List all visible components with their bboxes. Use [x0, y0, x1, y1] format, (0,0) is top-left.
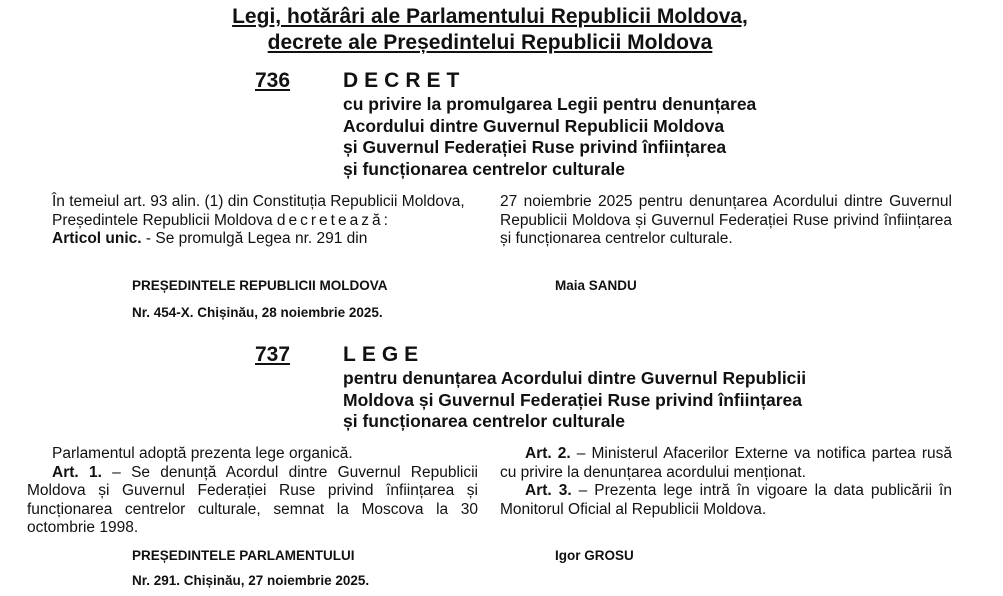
decree-article-label: Articol unic.	[52, 230, 142, 247]
decree-preamble: În temeiul art. 93 alin. (1) din Constituția Republicii Moldova,	[52, 193, 465, 210]
decree-subject-line: și Guvernul Federației Ruse privind înființarea	[343, 137, 727, 157]
section-title-line-2: decrete ale Președintelui Republicii Moldova	[267, 31, 713, 54]
law-article-3	[500, 482, 952, 519]
law-article-2-label: Art. 2.	[525, 445, 571, 462]
law-article-3-label: Art. 3.	[525, 482, 572, 499]
law-signature-role: PREȘEDINTELE PARLAMENTULUI	[132, 548, 355, 563]
law-subject-line: și funcționarea centrelor culturale	[343, 411, 626, 431]
decree-subject	[343, 94, 943, 180]
law-subject-line: pentru denunțarea Acordului dintre Guvernul Republicii	[343, 368, 807, 388]
decree-signature-role: PREȘEDINTELE REPUBLICII MOLDOVA	[132, 278, 388, 293]
law-right-column	[500, 445, 952, 519]
law-preamble: Parlamentul adoptă prezenta lege organică.	[52, 445, 353, 462]
decree-decretes-suffix: :	[383, 211, 388, 229]
law-article-1	[27, 464, 478, 538]
decree-article	[27, 230, 478, 249]
law-left-column	[27, 445, 478, 538]
decree-right-column	[500, 193, 952, 249]
law-article-2-text: – Ministerul Afacerilor Externe va notifica partea rusă cu privire la denunțarea acordului menționat.	[500, 445, 952, 481]
decree-article-text: - Se promulgă Legea nr. 291 din	[141, 230, 368, 247]
law-reference: Nr. 291. Chișinău, 27 noiembrie 2025.	[132, 573, 370, 588]
law-signature-name: Igor GROSU	[555, 548, 634, 563]
law-number: 737	[255, 343, 291, 366]
decree-subject-line: cu privire la promulgarea Legii pentru denunțarea	[343, 94, 757, 114]
section-title-line-1: Legi, hotărâri ale Parlamentului Republicii Moldova,	[232, 5, 748, 28]
decree-article-continued: 27 noiembrie 2025 pentru denunțarea Acordului dintre Guvernul Republicii Moldova și Guvernul Federației Ruse privind înființarea și funcționarea centrelor culturale.	[500, 193, 952, 247]
decree-subject-line: Acordului dintre Guvernul Republicii Moldova	[343, 115, 725, 136]
decree-decretes-prefix: Președintele Republicii Moldova	[52, 211, 277, 229]
decree-type: DECRET	[343, 69, 466, 92]
law-article-1-label: Art. 1.	[52, 463, 102, 481]
law-article-3-text: – Prezenta lege intră în vigoare la data publicării în Monitorul Oficial al Republicii Moldova.	[500, 482, 952, 518]
decree-number: 736	[255, 69, 291, 92]
decree-decretes	[27, 212, 478, 231]
law-article-1-text: – Se denunță Acordul dintre Guvernul Republicii Moldova și Guvernul Federației Ruse privind înființarea și funcționarea centrelor culturale, semnat la Moscova la 30 octombrie 1998.	[27, 463, 478, 536]
decree-left-column	[27, 193, 478, 249]
law-article-2	[500, 445, 952, 482]
decree-signature-name: Maia SANDU	[555, 278, 637, 293]
decree-reference: Nr. 454-X. Chișinău, 28 noiembrie 2025.	[132, 305, 383, 320]
law-type: LEGE	[343, 343, 425, 366]
decree-decretes-word: decretează	[276, 211, 384, 229]
law-subject-line: Moldova și Guvernul Federației Ruse privind înființarea	[343, 389, 802, 410]
law-subject	[343, 368, 943, 433]
decree-subject-line: și funcționarea centrelor culturale	[343, 158, 626, 179]
